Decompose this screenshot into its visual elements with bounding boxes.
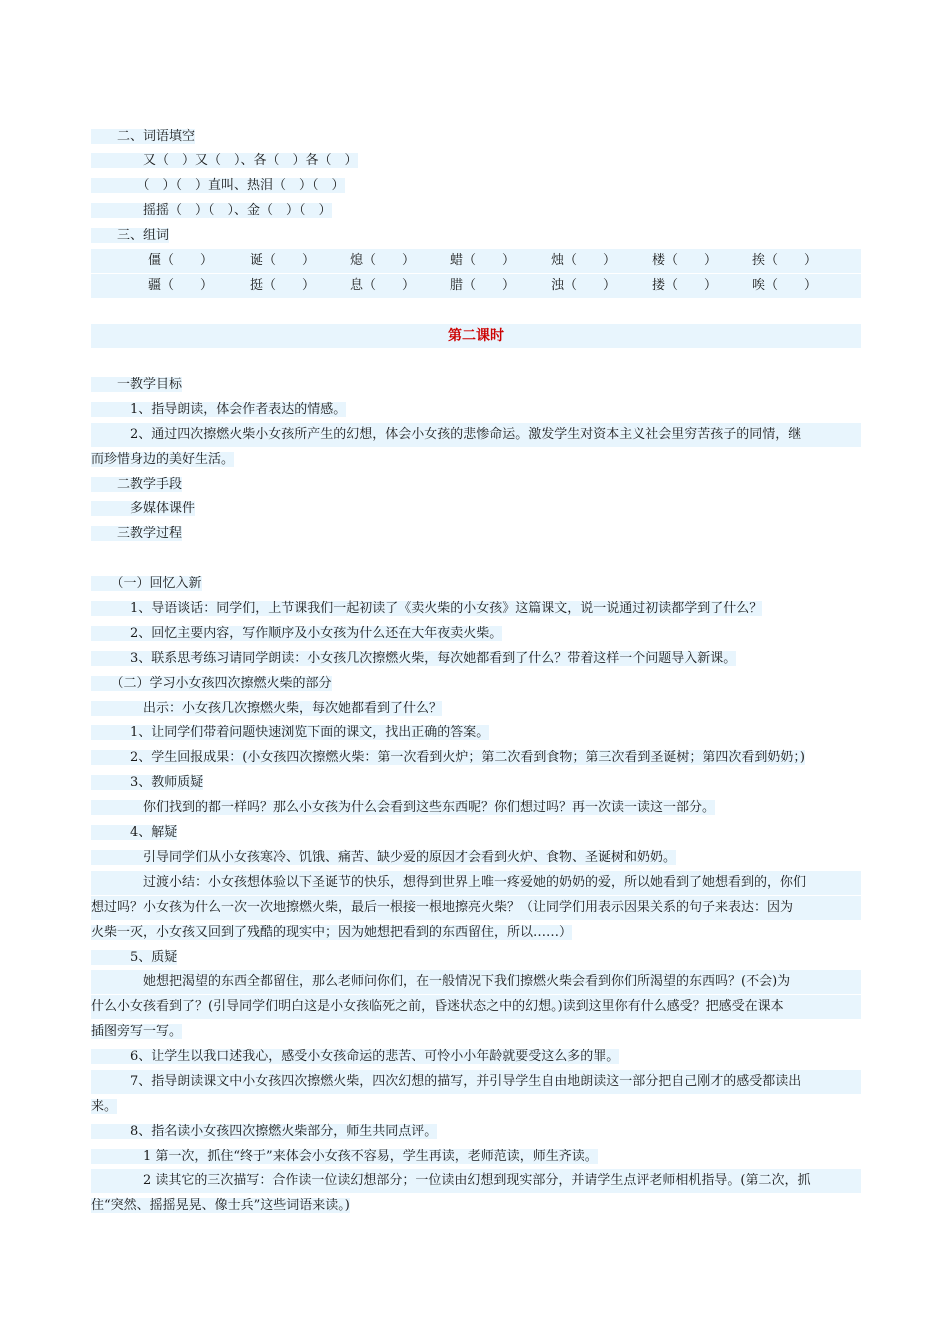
heading: 三、组词 [91, 228, 170, 243]
line [91, 995, 861, 1019]
line [91, 871, 861, 895]
text-line: 你们找到的都一样吗？那么小女孩为什么会看到这些东西呢？你们想过吗？再一次读一读这一部分。 [91, 800, 716, 815]
heading: 二教学手段 [91, 477, 183, 492]
text-line: 3、教师质疑 [91, 775, 204, 790]
text-line: 而珍惜身边的美好生活。 [91, 452, 235, 467]
lesson-title: 第二课时 [91, 324, 861, 348]
grid-cell: 息（ ） [350, 278, 416, 293]
line [91, 1194, 861, 1218]
text-line: 想过吗？小女孩为什么一次一次地擦燃火柴，最后一根接一根地擦亮火柴？（让同学们用表示因果关系的句子来表达：因为 [91, 900, 794, 915]
grid-cell: 烛（ ） [551, 253, 617, 268]
text-line: 4、解疑 [91, 825, 178, 840]
text-line: 5、质疑 [91, 950, 178, 965]
text-line: 出示：小女孩几次擦燃火柴，每次她都看到了什么？ [91, 701, 443, 716]
line [91, 522, 861, 546]
text-line: 2 读其它的三次描写：合作读一位读幻想部分；一位读由幻想到现实部分，并请学生点评老师相机指导。(第二次，抓 [91, 1173, 811, 1188]
line [91, 672, 861, 696]
text-line: 1 第一次，抓住“终于”来体会小女孩不容易，学生再读，老师范读，师生齐读。 [91, 1149, 598, 1164]
line [91, 597, 861, 621]
line [91, 373, 861, 397]
text-line: 2、学生回报成果：(小女孩四次擦燃火柴：第一次看到火炉；第二次看到食物；第三次看到圣诞树；第四次看到奶奶；) [91, 750, 805, 765]
line [91, 1145, 861, 1169]
grid-cell: 疆（ ） [148, 278, 214, 293]
word-grid-row [91, 249, 861, 273]
line [91, 423, 861, 447]
line [91, 1120, 861, 1144]
line [91, 647, 861, 671]
grid-cell: 诞（ ） [250, 253, 316, 268]
line [91, 199, 861, 223]
line [91, 946, 861, 970]
text-line: 1、导语谈话：同学们，上节课我们一起初读了《卖火柴的小女孩》这篇课文，说一说通过初读都学到了什么？ [91, 601, 763, 616]
line [91, 796, 861, 820]
line [91, 846, 861, 870]
text-line: 多媒体课件 [91, 501, 196, 516]
line [91, 224, 861, 248]
line [91, 473, 861, 497]
text-line: 2、通过四次擦燃火柴小女孩所产生的幻想，体会小女孩的悲惨命运。激发学生对资本主义社会里穷苦孩子的同情，继 [91, 427, 802, 442]
text-line: 火柴一灭，小女孩又回到了残酷的现实中；因为她想把看到的东西留住，所以……） [91, 925, 573, 940]
line [91, 149, 861, 173]
text-line: 摇摇（ ）（ ）、金（ ）（ ） [91, 203, 332, 218]
heading: 二、词语填空 [91, 129, 196, 144]
line [91, 697, 861, 721]
line [91, 174, 861, 198]
text-line: 3、联系思考练习请同学朗读：小女孩几次擦燃火柴，每次她都看到了什么？带着这样一个问题导入新课。 [91, 651, 737, 666]
text-line: 住“突然、摇摇晃晃、像士兵”这些词语来读。) [91, 1198, 350, 1213]
line [91, 746, 861, 770]
line [91, 448, 861, 472]
text-line: 又（ ）又（ ）、各（ ）各（ ） [91, 153, 358, 168]
text-line: 6、让学生以我口述我心，感受小女孩命运的悲苦、可怜小小年龄就要受这么多的罪。 [91, 1049, 620, 1064]
grid-cell: 挨（ ） [752, 253, 818, 268]
grid-cell: 腊（ ） [450, 278, 516, 293]
grid-cell: 唉（ ） [752, 278, 818, 293]
line [91, 1169, 861, 1193]
grid-cell: 蜡（ ） [450, 253, 516, 268]
word-grid-row [91, 274, 861, 298]
text-line: 2、回忆主要内容，写作顺序及小女孩为什么还在大年夜卖火柴。 [91, 626, 503, 641]
heading: （二）学习小女孩四次擦燃火柴的部分 [91, 676, 332, 691]
line [91, 125, 861, 149]
grid-cell: 僵（ ） [148, 253, 214, 268]
line [91, 1045, 861, 1069]
line [91, 1070, 861, 1094]
text-line: 插图旁写一写。 [91, 1024, 183, 1039]
grid-cell: 挺（ ） [250, 278, 316, 293]
text-line: 7、指导朗读课文中小女孩四次擦燃火柴，四次幻想的描写，并引导学生自由地朗读这一部分把自己刚才的感受都读出 [91, 1074, 802, 1089]
heading: 三教学过程 [91, 526, 183, 541]
text-line: 引导同学们从小女孩寒冷、饥饿、痛苦、缺少爱的原因才会看到火炉、食物、圣诞树和奶奶。 [91, 850, 677, 865]
grid-cell: 熄（ ） [350, 253, 416, 268]
text-line: 来。 [91, 1099, 118, 1114]
text-line: 什么小女孩看到了？(引导同学们明白这是小女孩临死之前，昏迷状态之中的幻想。)读到这里你有什么感受？把感受在课本 [91, 999, 784, 1014]
line [91, 896, 861, 920]
grid-cell: 搂（ ） [652, 278, 718, 293]
text-line: 她想把渴望的东西全都留住，那么老师问你们，在一般情况下我们擦燃火柴会看到你们所渴望的东西吗？(不会)为 [91, 974, 791, 989]
line [91, 622, 861, 646]
line [91, 1020, 861, 1044]
line [91, 771, 861, 795]
heading: （一）回忆入新 [91, 576, 202, 591]
grid-cell: 浊（ ） [551, 278, 617, 293]
grid-cell: 楼（ ） [652, 253, 718, 268]
line [91, 921, 861, 945]
heading: 一教学目标 [91, 377, 183, 392]
line [91, 970, 861, 994]
line [91, 721, 861, 745]
line [91, 572, 861, 596]
line [91, 821, 861, 845]
line [91, 398, 861, 422]
text-line: 1、指导朗读，体会作者表达的情感。 [91, 402, 347, 417]
text-line: 1、让同学们带着问题快速浏览下面的课文，找出正确的答案。 [91, 725, 490, 740]
text-line: 过渡小结：小女孩想体验以下圣诞节的快乐，想得到世界上唯一疼爱她的奶奶的爱，所以她看到了她想看到的，你们 [91, 875, 807, 890]
text-line: 8、指名读小女孩四次擦燃火柴部分，师生共同点评。 [91, 1124, 438, 1139]
line [91, 1095, 861, 1119]
line [91, 497, 861, 521]
text-line: （ ）（ ）直叫、热泪（ ）（ ） [91, 178, 345, 193]
